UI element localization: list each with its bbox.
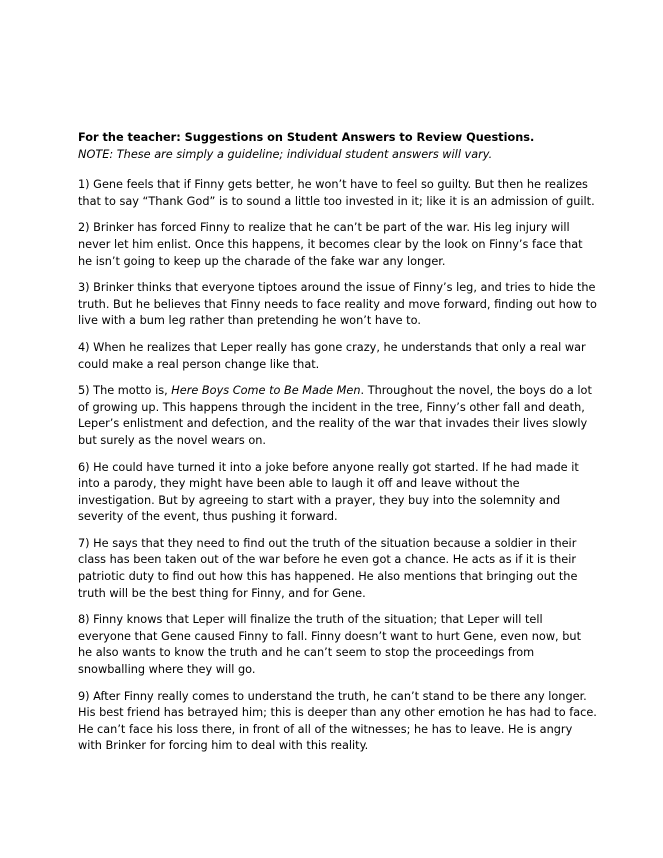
answer-8: 8) Finny knows that Leper will finalize the truth of the situation; that Leper will tell everyone that Gene caused Finny to fall. Finny doesn’t want to hurt Gene, even now, but he also wants to know the truth and he can’t seem to stop the proceedings from snowballing where they will go. [78,613,582,677]
answer-9: 9) After Finny really comes to understand the truth, he can’t stand to be there any longer. His best friend has betrayed him; this is deeper than any other emotion he has had to face. He can’t face his loss there, in front of all of the witnesses; he has to leave. He is angry with Brinker for forcing him to deal with this reality. [78,689,597,753]
answer-6: 6) He could have turned it into a joke before anyone really got started. If he had made it into a parody, they might have been able to laugh it off and leave without the investigation. But by agreeing to start with a prayer, they buy into the solemnity and severity of the event, thus pushing it forward. [78,460,579,524]
document-page [78,130,598,765]
answer-7: 7) He says that they need to find out the truth of the situation because a soldier in their class has been taken out of the war before he even got a chance. He acts as if it is their patriotic duty to find out how this has happened. He also mentions that bringing out the truth will be the best thing for Finny, and for Gene. [78,536,578,600]
answer-3: 3) Brinker thinks that everyone tiptoes around the issue of Finny’s leg, and tries to hide the truth. But he believes that Finny needs to face reality and move forward, finding out how to live with a bum leg rather than pretending he won’t have to. [78,281,597,328]
answer-5-book-motto: Here Boys Come to Be Made Men [171,384,361,398]
document-note: NOTE: These are simply a guideline; individual student answers will vary. [78,147,493,161]
answer-5-suffix: . Throughout the novel, the boys do a lot of growing up. This happens through the incident in the tree, Finny’s other fall and death, Leper’s enlistment and defection, and the reality of the war that invades their lives slowly but surely as the novel wears on. [78,384,592,447]
answer-2: 2) Brinker has forced Finny to realize that he can’t be part of the war. His leg injury will never let him enlist. Once this happens, it becomes clear by the look on Finny’s face that he isn’t going to keep up the charade of the fake war any longer. [78,221,583,268]
answer-4: 4) When he realizes that Leper really has gone crazy, he understands that only a real war could make a real person change like that. [78,340,586,371]
answer-5 [78,383,598,449]
document-heading: For the teacher: Suggestions on Student Answers to Review Questions. [78,131,535,144]
answer-5-prefix: 5) The motto is, [78,384,172,398]
answer-1: 1) Gene feels that if Finny gets better, he won’t have to feel so guilty. But then he realizes that to say “Thank God” is to sound a little too invested in it; like it is an admission of guilt. [78,178,595,208]
